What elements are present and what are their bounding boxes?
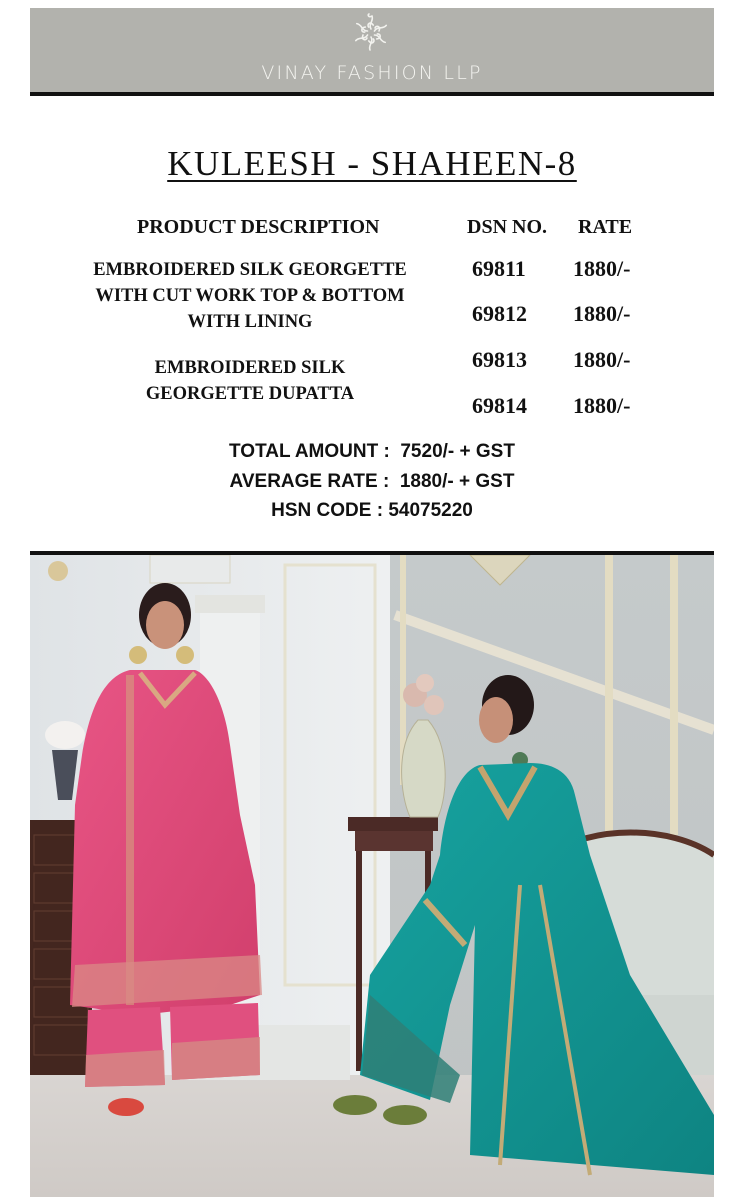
dsn-number: 69813	[472, 347, 527, 372]
page-title	[0, 144, 744, 184]
title-text: KULEESH - SHAHEEN-8	[167, 144, 577, 183]
rate-value: 1880/-	[573, 393, 631, 418]
dsn-number: 69814	[472, 393, 527, 418]
description-line: WITH CUT WORK TOP & BOTTOM	[95, 286, 405, 306]
header-divider	[30, 92, 714, 96]
description-line: WITH LINING	[187, 312, 313, 332]
column-header-description: PRODUCT DESCRIPTION	[137, 216, 380, 238]
product-photo	[30, 555, 714, 1197]
column-header-dsn: DSN NO.	[467, 216, 548, 238]
brand-name: VINAY FASHION LLP	[261, 62, 483, 84]
rate-value: 1880/-	[573, 256, 631, 281]
description-line: GEORGETTE DUPATTA	[145, 384, 355, 404]
dsn-number: 69811	[472, 256, 526, 281]
average-rate: AVERAGE RATE : 1880/- + GST	[229, 471, 515, 492]
floral-ornament-icon	[349, 12, 393, 54]
product-description-top	[70, 257, 430, 335]
column-header-rate: RATE	[578, 216, 633, 238]
product-description-dupatta	[70, 355, 430, 407]
total-amount: TOTAL AMOUNT : 7520/- + GST	[229, 441, 515, 462]
rate-value: 1880/-	[573, 301, 631, 326]
hsn-code: HSN CODE : 54075220	[271, 500, 473, 521]
rate-value: 1880/-	[573, 347, 631, 372]
description-line: EMBROIDERED SILK GEORGETTE	[93, 260, 407, 280]
dsn-number: 69812	[472, 301, 527, 326]
description-line: EMBROIDERED SILK	[154, 358, 346, 378]
